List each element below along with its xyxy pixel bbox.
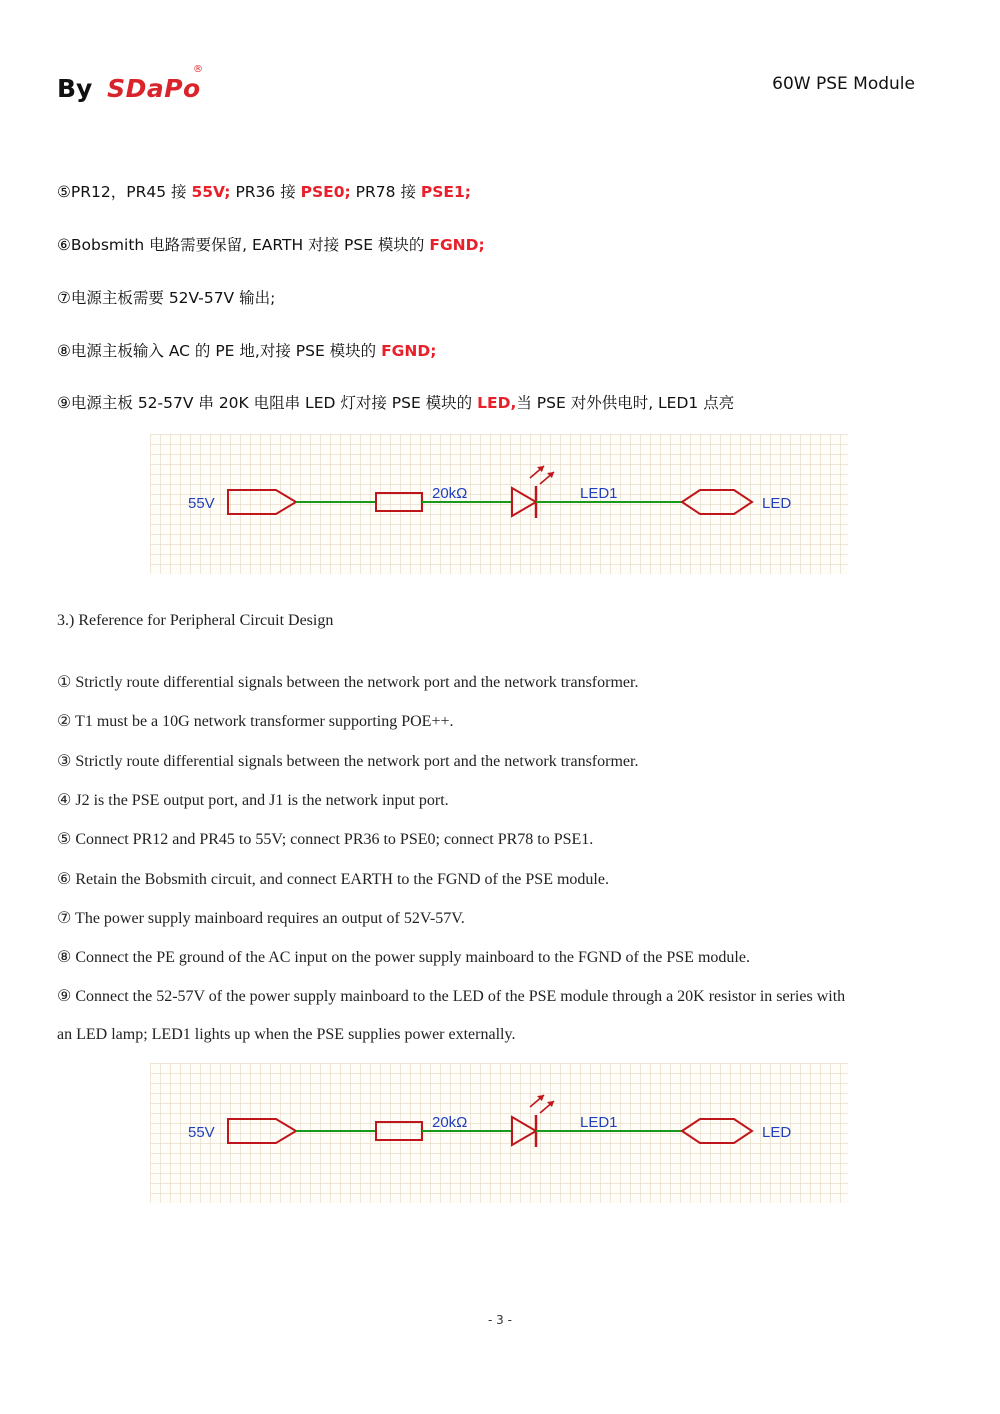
en-item: ⑦ The power supply mainboard requires an output of 52V-57V. bbox=[57, 909, 465, 927]
zh-item-text: ⑨电源主板 52-57V 串 20K 电阻串 LED 灯对接 PSE 模块的 bbox=[57, 394, 478, 412]
led-diode-icon bbox=[512, 466, 554, 518]
led-schematic-2 bbox=[150, 1063, 848, 1203]
resistor-label: 20kΩ bbox=[432, 485, 468, 502]
brand-name: SDaPo bbox=[107, 74, 201, 103]
output-port-icon bbox=[682, 1119, 752, 1143]
resistor-icon bbox=[376, 493, 422, 511]
zh-item bbox=[57, 233, 485, 255]
led-label: LED1 bbox=[580, 485, 618, 502]
schematic-lines bbox=[228, 1095, 752, 1147]
en-item: ④ J2 is the PSE output port, and J1 is the network input port. bbox=[57, 791, 449, 809]
input-port-icon bbox=[228, 1119, 296, 1143]
en-item: ① Strictly route differential signals between the network port and the network transformer. bbox=[57, 674, 639, 691]
zh-item bbox=[57, 391, 734, 413]
resistor-label: 20kΩ bbox=[432, 1114, 468, 1131]
en-item: ② T1 must be a 10G network transformer supporting POE++. bbox=[57, 713, 454, 731]
schematic-lines bbox=[228, 466, 752, 518]
document-title: 60W PSE Module bbox=[772, 74, 915, 94]
highlight-text: PSE0; bbox=[300, 183, 351, 201]
section-heading: 3.) Reference for Peripheral Circuit Design bbox=[57, 612, 334, 629]
registered-mark: ® bbox=[193, 64, 203, 75]
zh-item-text: ⑤PR12，PR45 接 bbox=[57, 183, 192, 201]
en-item: ⑨ Connect the 52-57V of the power supply mainboard to the LED of the PSE module through a 20K resistor in series with bbox=[57, 988, 846, 1006]
input-label: 55V bbox=[188, 1124, 215, 1141]
en-item: ⑥ Retain the Bobsmith circuit, and connect EARTH to the FGND of the PSE module. bbox=[57, 870, 609, 888]
brand-logo bbox=[57, 64, 203, 103]
en-item: ③ Strictly route differential signals between the network port and the network transformer. bbox=[57, 752, 639, 770]
led-diode-icon bbox=[512, 1095, 554, 1147]
zh-item bbox=[57, 286, 275, 308]
resistor-icon bbox=[376, 1122, 422, 1140]
page-number: - 3 - bbox=[488, 1313, 512, 1327]
zh-item bbox=[57, 339, 436, 361]
input-port-icon bbox=[228, 490, 296, 514]
output-port-icon bbox=[682, 490, 752, 514]
zh-item bbox=[57, 180, 471, 202]
led-schematic-1 bbox=[150, 434, 848, 574]
highlight-text: 55V; bbox=[191, 183, 231, 201]
output-label: LED bbox=[762, 1124, 792, 1141]
en-item: ⑧ Connect the PE ground of the AC input on the power supply mainboard to the FGND of the PSE module. bbox=[57, 949, 750, 967]
zh-item-text: ⑦电源主板需要 52V-57V 输出; bbox=[57, 289, 276, 307]
zh-item-text: PR78 接 bbox=[350, 183, 421, 201]
input-label: 55V bbox=[188, 495, 215, 512]
zh-item-text: ⑥Bobsmith 电路需要保留, EARTH 对接 PSE 模块的 bbox=[57, 236, 430, 254]
highlight-text: FGND; bbox=[429, 236, 485, 254]
en-item: an LED lamp; LED1 lights up when the PSE supplies power externally. bbox=[57, 1025, 516, 1043]
zh-item-text: ⑧电源主板输入 AC 的 PE 地,对接 PSE 模块的 bbox=[57, 342, 382, 360]
led-label: LED1 bbox=[580, 1114, 618, 1131]
output-label: LED bbox=[762, 495, 792, 512]
zh-item-text: PR36 接 bbox=[230, 183, 301, 201]
highlight-text: FGND; bbox=[381, 342, 437, 360]
en-item: ⑤ Connect PR12 and PR45 to 55V; connect PR36 to PSE0; connect PR78 to PSE1. bbox=[57, 831, 594, 849]
highlight-text: PSE1; bbox=[420, 183, 471, 201]
zh-item-text: 当 PSE 对外供电时, LED1 点亮 bbox=[516, 394, 735, 412]
highlight-text: LED, bbox=[477, 394, 517, 412]
brand-prefix: By bbox=[57, 74, 93, 103]
